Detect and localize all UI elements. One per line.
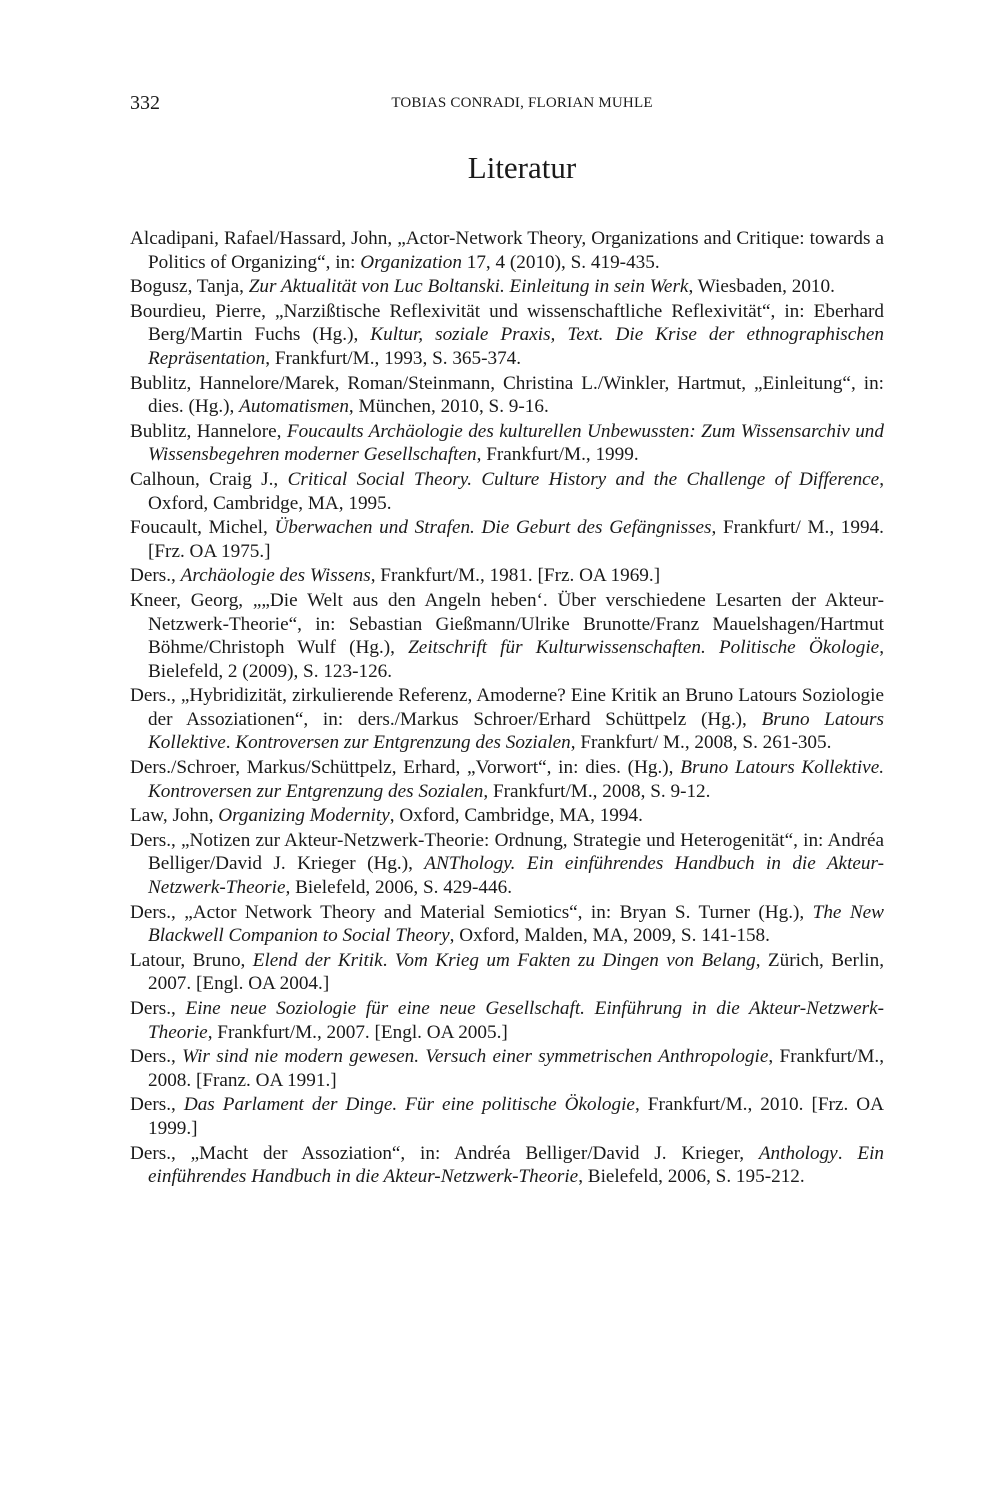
reference-text: Calhoun, Craig J., xyxy=(130,468,288,490)
reference-text: Kneer, Georg, „„Die Welt aus den Angeln heben‘. Über verschiedene Lesarten der Akteur-Netzwerk-Theorie“, in: Sebastian Gießmann/Ulrike Brunotte/Franz Mauelshagen/Hartmut Böhme/Christoph Wulf (Hg.), xyxy=(130,589,884,659)
reference-entry xyxy=(130,1142,884,1189)
reference-text: Ders., „Macht der Assoziation“, in: Andréa Belliger/David J. Krieger, xyxy=(130,1142,759,1164)
reference-text: Ders., xyxy=(130,1094,184,1116)
reference-title-italic: Automatismen xyxy=(239,396,349,418)
reference-text: , Wiesbaden, 2010. xyxy=(688,276,835,298)
reference-title-italic: Eine neue Soziologie für eine neue Gesellschaft. Einführung in die Akteur-Netzwerk-Theorie xyxy=(148,998,884,1043)
reference-title-italic: Bruno Latours Kollektive xyxy=(148,708,884,754)
reference-text: . xyxy=(837,1142,858,1164)
reference-text: , Frankfurt/M., 2010. [Frz. OA 1999.] xyxy=(148,1094,884,1139)
reference-text: , Frankfurt/M., 1993, S. 365-374. xyxy=(265,347,522,369)
reference-title-italic: ANThology. Ein einführendes Handbuch in die Akteur-Netzwerk-Theorie, xyxy=(148,853,884,899)
reference-text: Ders., xyxy=(130,1046,183,1068)
reference-text: Ders., „Hybridizität, zirkulierende Referenz, Amoderne? Eine Kritik an Bruno Latours Soziologie der Assoziationen“, in: ders./Markus Schroer/Erhard Schüttpelz (Hg.), xyxy=(130,685,884,730)
reference-text: , München, 2010, S. 9-16. xyxy=(348,396,549,418)
reference-title-italic: Zeitschrift für Kulturwissenschaften. Politische Ökologie xyxy=(408,637,880,659)
reference-entry xyxy=(130,468,884,515)
reference-text: Ders., xyxy=(130,565,181,587)
document-page xyxy=(130,88,884,1190)
reference-text: Bublitz, Hannelore/Marek, Roman/Steinmann, Christina L./Winkler, Hartmut, „Einleitung“, in: dies. (Hg.), xyxy=(130,372,884,418)
reference-entry xyxy=(130,1045,884,1092)
reference-title-italic: Kontroversen zur Entgrenzung des Sozialen xyxy=(235,732,571,754)
reference-entry xyxy=(130,516,884,563)
running-head xyxy=(130,88,884,118)
reference-title-italic: Critical Social Theory. Culture History and the Challenge of Difference xyxy=(287,468,880,490)
reference-text: Ders., „Notizen zur Akteur-Netzwerk-Theorie: Ordnung, Strategie und Heterogenität“, in: Andréa Belliger/David J. Krieger (Hg.), xyxy=(130,829,884,875)
reference-text: , Frankfurt/ M., 1994. [Frz. OA 1975.] xyxy=(148,517,884,562)
reference-text: , Frankfurt/M., 2007. [Engl. OA 2005.] xyxy=(207,1021,508,1043)
reference-text: Law, John, xyxy=(130,805,219,827)
reference-text: Latour, Bruno, xyxy=(130,949,253,971)
reference-text: , Bielefeld, 2006, S. 195-212. xyxy=(578,1166,805,1188)
reference-text: , Frankfurt/M., 2008. [Franz. OA 1991.] xyxy=(148,1046,885,1091)
reference-text: Alcadipani, Rafael/Hassard, John, „Actor-Network Theory, Organizations and Critique: towards a Politics of Organizing“, in: xyxy=(130,228,884,273)
reference-entry xyxy=(130,1093,884,1140)
reference-text: . xyxy=(225,732,236,754)
reference-entry xyxy=(130,684,884,755)
reference-entry xyxy=(130,589,884,683)
reference-text: Ders., xyxy=(130,998,186,1019)
reference-title-italic: Archäologie des Wissens xyxy=(180,565,371,587)
reference-title-italic: Bruno Latours Kollektive. Kontroversen zur Entgrenzung des Sozialen xyxy=(148,757,885,802)
reference-text: , Frankfurt/M., 1981. [Frz. OA 1969.] xyxy=(370,565,661,587)
reference-text: , Frankfurt/M., 2008, S. 9-12. xyxy=(483,780,711,802)
reference-text: Ders., „Actor Network Theory and Material Semiotics“, in: Bryan S. Turner (Hg.), xyxy=(130,901,813,923)
reference-entry xyxy=(130,300,884,371)
reference-entry xyxy=(130,997,884,1044)
reference-title-italic: Das Parlament der Dinge. Für eine politische Ökologie xyxy=(183,1094,635,1116)
reference-entry xyxy=(130,275,884,299)
reference-text: , Oxford, Cambridge, MA, 1995. xyxy=(148,468,884,514)
reference-title-italic: Ein einführendes Handbuch in die Akteur-Netzwerk-Theorie xyxy=(148,1142,884,1188)
reference-entry xyxy=(130,227,884,274)
reference-title-italic: Organization xyxy=(360,251,462,273)
reference-entry xyxy=(130,901,884,948)
reference-entry xyxy=(130,756,884,803)
reference-text: . xyxy=(382,949,395,971)
reference-text: , Oxford, Malden, MA, 2009, S. 141-158. xyxy=(449,925,770,947)
reference-list xyxy=(130,227,884,1189)
reference-entry xyxy=(130,372,884,419)
reference-text: Foucault, Michel, xyxy=(130,517,275,539)
running-title: TOBIAS CONRADI, FLORIAN MUHLE xyxy=(391,95,653,111)
reference-text: , Frankfurt/M., 1999. xyxy=(476,444,639,466)
reference-title-italic: Überwachen und Strafen. Die Geburt des Gefängnisses xyxy=(274,517,712,539)
reference-text: , Bielefeld, 2 (2009), S. 123-126. xyxy=(148,637,884,682)
reference-text: Bourdieu, Pierre, „Narzißtische Reflexivität und wissenschaftliche Reflexivität“, in: Eberhard Berg/Martin Fuchs (Hg.), xyxy=(130,300,884,346)
reference-title-italic: Wir sind nie modern gewesen. Versuch einer symmetrischen Anthropologie xyxy=(182,1046,769,1068)
reference-text: 17, 4 (2010), S. 419-435. xyxy=(461,251,660,273)
reference-title-italic: Vom Krieg um Fakten zu Dingen von Belang xyxy=(394,949,756,971)
reference-entry xyxy=(130,949,884,996)
reference-title-italic: Foucaults Archäologie des kulturellen Unbewussten: Zum Wissensarchiv und Wissensbegehren moderner Gesellschaften xyxy=(148,420,884,466)
reference-text: Ders./Schroer, Markus/Schüttpelz, Erhard, „Vorwort“, in: dies. (Hg.), xyxy=(130,757,681,779)
reference-entry xyxy=(130,564,884,588)
reference-title-italic: The New Blackwell Companion to Social Theory xyxy=(148,901,884,947)
reference-text: Bogusz, Tanja, xyxy=(130,276,249,298)
reference-title-italic: Kultur, soziale Praxis, Text. Die Krise der ethnographischen Repräsentation xyxy=(148,324,884,369)
reference-text: Bielefeld, 2006, S. 429-446. xyxy=(290,877,512,899)
reference-title-italic: Organizing Modernity xyxy=(218,805,390,827)
reference-text: , Zürich, Berlin, 2007. [Engl. OA 2004.] xyxy=(148,949,884,995)
reference-title-italic: Elend der Kritik xyxy=(252,949,383,971)
reference-title-italic: Anthology xyxy=(758,1142,838,1164)
reference-entry xyxy=(130,804,884,828)
reference-title-italic: Zur Aktualität von Luc Boltanski. Einleitung in sein Werk xyxy=(248,276,689,298)
reference-text: Bublitz, Hannelore, xyxy=(130,420,287,442)
page-number: 332 xyxy=(130,92,160,114)
reference-entry xyxy=(130,420,884,467)
section-title: Literatur xyxy=(467,150,577,185)
reference-entry xyxy=(130,829,884,900)
reference-text: , Oxford, Cambridge, MA, 1994. xyxy=(389,805,643,827)
reference-text: , Frankfurt/ M., 2008, S. 261-305. xyxy=(570,732,832,754)
